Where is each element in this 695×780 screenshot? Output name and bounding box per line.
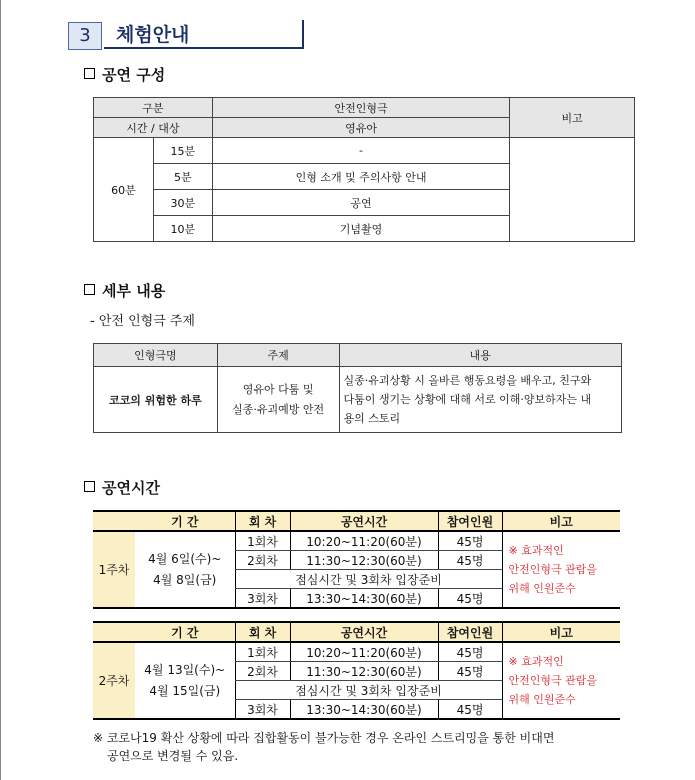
play-header: 안전인형극 — [212, 98, 509, 118]
content-line: 용의 스토리 — [343, 412, 401, 425]
checkbox-bullet-icon — [84, 284, 95, 295]
note-cell — [502, 531, 620, 608]
note-line: 안전인형극 관람을 — [508, 563, 598, 576]
content-line: 실종·유괴상황 시 올바른 행동요령을 배우고, 친구와 — [343, 374, 592, 387]
week-header-blank — [93, 622, 135, 642]
week-label: 1주차 — [93, 531, 135, 608]
time-header: 공연시간 — [290, 622, 438, 642]
session-cell: 2회차 — [235, 662, 290, 681]
schedule-heading — [84, 477, 160, 498]
content-cell: 인형 소개 및 주의사항 안내 — [212, 164, 509, 190]
period-start: 4월 13일(수)~ — [144, 662, 226, 677]
minutes-cell: 10분 — [153, 216, 212, 242]
note-line: ※ 효과적인 — [508, 655, 564, 668]
note-header: 비고 — [502, 511, 620, 531]
content-cell: - — [212, 138, 509, 164]
week2-schedule-table — [93, 621, 620, 720]
checkbox-bullet-icon — [84, 68, 95, 79]
week-label: 2주차 — [93, 642, 135, 719]
section-underline — [104, 47, 304, 49]
time-target-header: 시간 / 대상 — [94, 118, 213, 138]
theme-line: 실종·유괴예방 안전 — [232, 402, 325, 416]
footnote — [93, 729, 623, 765]
details-subheading: - 안전 인형극 주제 — [90, 314, 195, 329]
people-cell: 45명 — [438, 662, 502, 681]
composition-heading-text: 공연 구성 — [102, 66, 166, 84]
total-time-cell: 60분 — [94, 138, 154, 242]
time-cell: 10:20~11:20(60분) — [290, 642, 438, 662]
people-cell: 45명 — [438, 700, 502, 720]
people-cell: 45명 — [438, 589, 502, 609]
minutes-cell: 15분 — [153, 138, 212, 164]
note-header: 비고 — [502, 622, 620, 642]
week-header-blank — [93, 511, 135, 531]
period-end: 4월 15일(금) — [149, 683, 221, 698]
note-header: 비고 — [510, 98, 635, 138]
note-line: 위해 인원준수 — [508, 582, 576, 595]
note-line: ※ 효과적인 — [508, 544, 564, 557]
period-start: 4월 6일(수)~ — [148, 551, 222, 566]
time-cell: 10:20~11:20(60분) — [290, 531, 438, 551]
content-line: 다툼이 생기는 상황에 대해 서로 이해·양보하자는 내 — [343, 393, 592, 406]
composition-table — [93, 97, 635, 242]
composition-heading — [84, 64, 165, 85]
details-heading-text: 세부 내용 — [102, 282, 166, 300]
name-header: 인형극명 — [94, 344, 218, 367]
time-cell: 11:30~12:30(60분) — [290, 662, 438, 681]
footnote-line: 공연으로 변경될 수 있음. — [107, 749, 239, 763]
theme-header: 주제 — [217, 344, 339, 367]
content-cell: 기념촬영 — [212, 216, 509, 242]
lunch-break-cell: 점심시간 및 3회차 입장준비 — [235, 570, 502, 589]
period-header: 기 간 — [135, 622, 235, 642]
target-header: 영유아 — [212, 118, 509, 138]
people-cell: 45명 — [438, 642, 502, 662]
checkbox-bullet-icon — [84, 481, 95, 492]
schedule-heading-text: 공연시간 — [102, 479, 160, 497]
session-cell: 1회차 — [235, 531, 290, 551]
people-header: 참여인원 — [438, 622, 502, 642]
theme-cell — [217, 367, 339, 433]
period-cell — [135, 642, 235, 719]
session-header: 회 차 — [235, 511, 290, 531]
section-number: 3 — [68, 22, 102, 50]
people-cell: 45명 — [438, 551, 502, 570]
session-cell: 3회차 — [235, 700, 290, 720]
content-header: 내용 — [339, 344, 621, 367]
play-name-cell: 코코의 위험한 하루 — [94, 367, 218, 433]
session-cell: 2회차 — [235, 551, 290, 570]
period-cell — [135, 531, 235, 608]
week1-schedule-table — [93, 510, 620, 609]
session-header: 회 차 — [235, 622, 290, 642]
time-cell: 13:30~14:30(60분) — [290, 700, 438, 720]
minutes-cell: 30분 — [153, 190, 212, 216]
theme-line: 영유아 다툼 및 — [242, 382, 314, 396]
footnote-line: ※ 코로나19 확산 상황에 따라 집합활동이 불가능한 경우 온라인 스트리밍을 통한 비대면 — [93, 731, 555, 745]
details-heading — [84, 280, 165, 301]
period-end: 4월 8일(금) — [153, 572, 217, 587]
content-cell: 공연 — [212, 190, 509, 216]
section-title: 체험안내 — [116, 24, 190, 46]
time-header: 공연시간 — [290, 511, 438, 531]
time-cell: 13:30~14:30(60분) — [290, 589, 438, 609]
session-cell: 3회차 — [235, 589, 290, 609]
details-table — [93, 343, 622, 433]
lunch-break-cell: 점심시간 및 3회차 입장준비 — [235, 681, 502, 700]
composition-note-cell — [510, 138, 635, 242]
page-margin-line — [0, 0, 1, 780]
note-line: 위해 인원준수 — [508, 693, 576, 706]
division-header: 구분 — [94, 98, 213, 118]
session-cell: 1회차 — [235, 642, 290, 662]
content-cell — [339, 367, 621, 433]
minutes-cell: 5분 — [153, 164, 212, 190]
period-header: 기 간 — [135, 511, 235, 531]
note-line: 안전인형극 관람을 — [508, 674, 598, 687]
people-header: 참여인원 — [438, 511, 502, 531]
people-cell: 45명 — [438, 531, 502, 551]
section-end-bar — [302, 20, 304, 49]
note-cell — [502, 642, 620, 719]
time-cell: 11:30~12:30(60분) — [290, 551, 438, 570]
